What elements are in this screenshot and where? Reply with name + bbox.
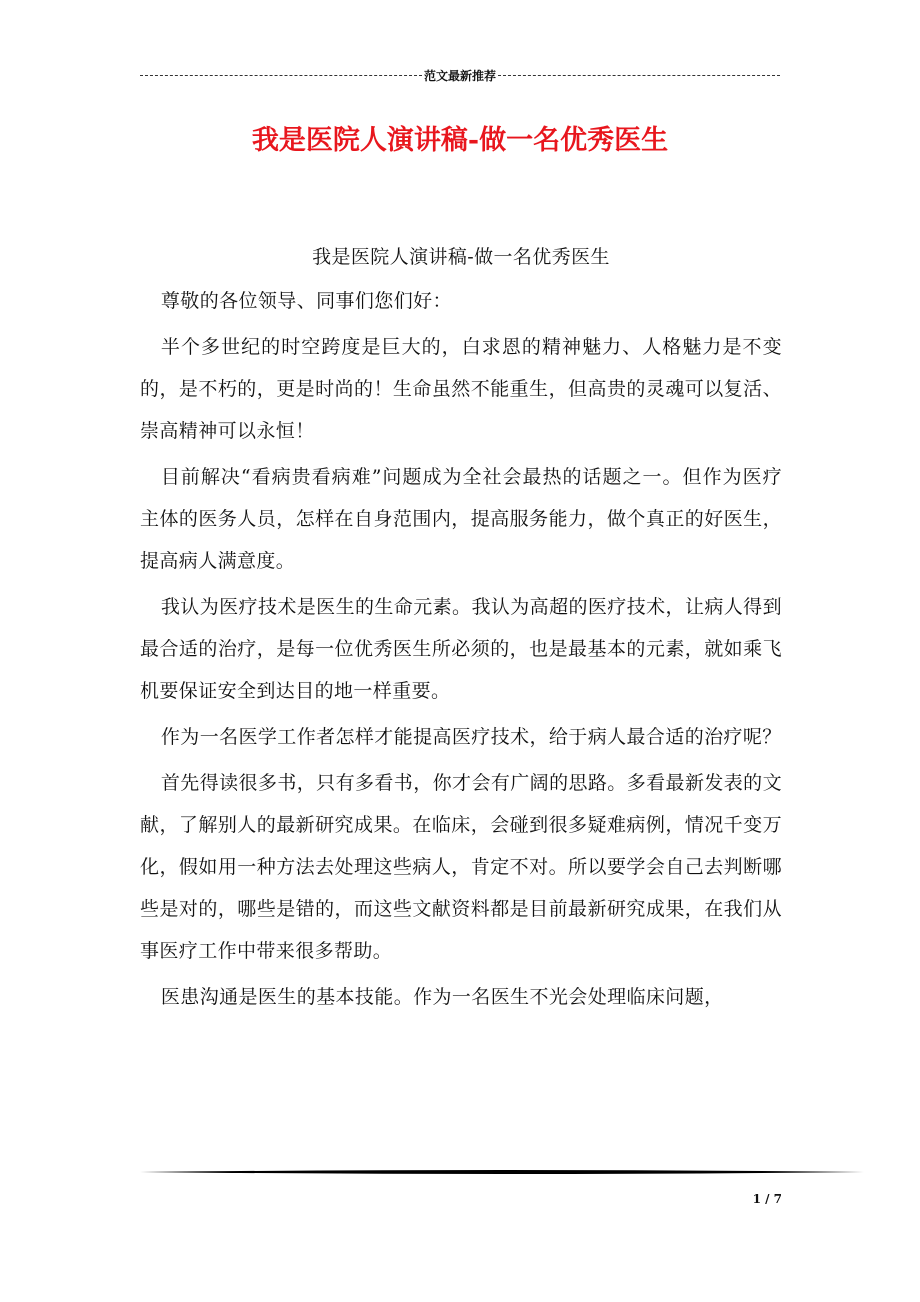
paragraph: 目前解决“看病贵看病难”问题成为全社会最热的话题之一。但作为医疗主体的医务人员，怎样在自身范围内，提高服务能力，做个真正的好医生，提高病人满意度。 <box>140 466 782 572</box>
page-header <box>140 64 780 86</box>
paragraph-greeting: 尊敬的各位领导、同事们您们好： <box>160 290 452 312</box>
paragraph: 首先得读很多书，只有多看书，你才会有广阔的思路。多看最新发表的文献，了解别人的最新研究成果。在临床，会碰到很多疑难病例，情况千变万化，假如用一种方法去处理这些病人，肯定不对。所以要学会自己去判断哪些是对的，哪些是错的，而这些文献资料都是目前最新研究成果，在我们从事医疗工作中带来很多帮助。 <box>140 772 782 962</box>
header-label: 范文最新推荐 <box>424 68 497 83</box>
paragraph: 我认为医疗技术是医生的生命元素。我认为高超的医疗技术，让病人得到最合适的治疗，是每一位优秀医生所必须的，也是最基本的元素，就如乘飞机要保证安全到达目的地一样重要。 <box>140 596 782 702</box>
paragraph: 作为一名医学工作者怎样才能提高医疗技术，给于病人最合适的治疗呢？ <box>160 726 782 748</box>
document-subtitle: 我是医院人演讲稿-做一名优秀医生 <box>312 246 610 268</box>
header-dash-left <box>140 75 422 76</box>
header-dash-right <box>498 75 780 76</box>
document-title: 我是医院人演讲稿-做一名优秀医生 <box>251 125 669 156</box>
page-number: 1 / 7 <box>752 1192 782 1206</box>
footer-rule <box>140 1168 864 1176</box>
paragraph: 医患沟通是医生的基本技能。作为一名医生不光会处理临床问题， <box>160 986 724 1008</box>
document-body <box>140 236 782 1022</box>
paragraph: 半个多世纪的时空跨度是巨大的，白求恩的精神魅力、人格魅力是不变的，是不朽的，更是时尚的！生命虽然不能重生，但高贵的灵魂可以复活、崇高精神可以永恒！ <box>140 336 782 442</box>
